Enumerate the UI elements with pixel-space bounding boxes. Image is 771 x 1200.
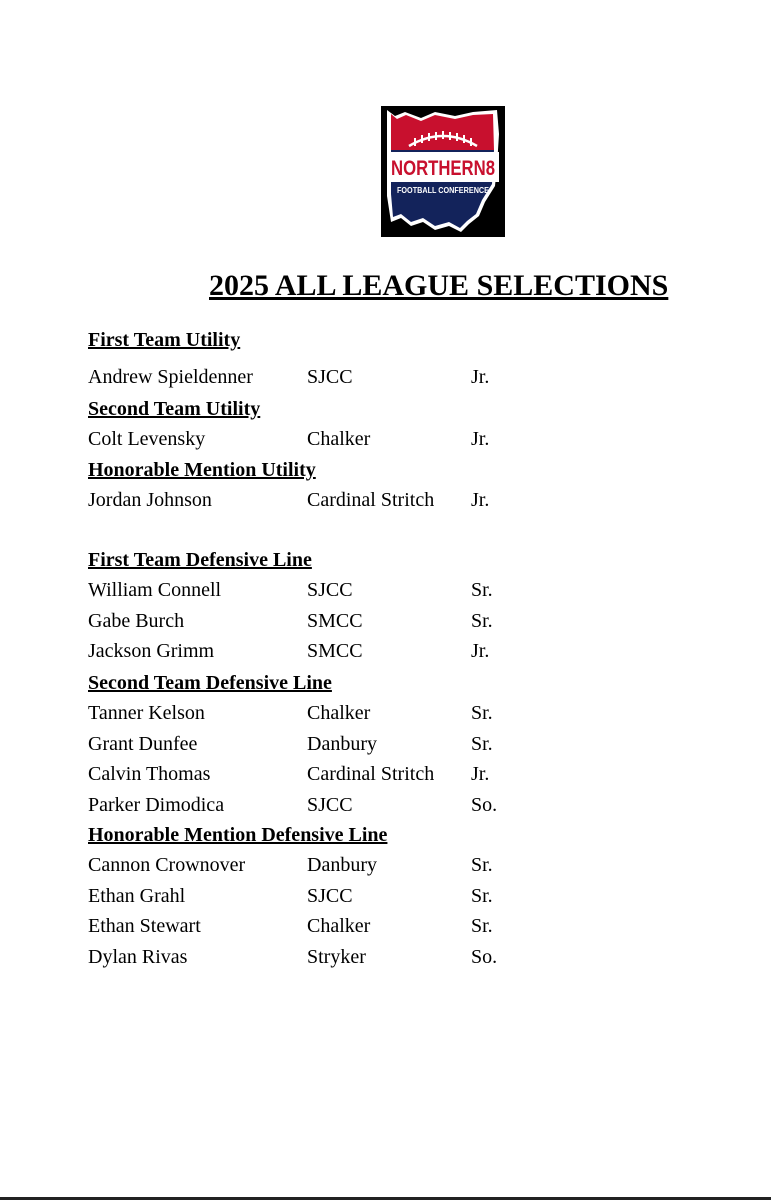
section-heading: First Team Utility bbox=[88, 329, 241, 351]
player-name: Tanner Kelson bbox=[88, 702, 205, 724]
player-row bbox=[0, 884, 771, 908]
player-row bbox=[0, 639, 771, 663]
player-school: SJCC bbox=[307, 579, 353, 601]
player-school: Stryker bbox=[307, 946, 366, 968]
player-year: So. bbox=[471, 946, 498, 968]
player-school: Danbury bbox=[307, 733, 377, 755]
player-year: Sr. bbox=[471, 733, 493, 755]
player-name: Jordan Johnson bbox=[88, 489, 212, 511]
player-row bbox=[0, 365, 771, 389]
player-school: Cardinal Stritch bbox=[307, 763, 435, 785]
player-row bbox=[0, 732, 771, 756]
player-name: Parker Dimodica bbox=[88, 794, 225, 816]
player-school: Cardinal Stritch bbox=[307, 489, 435, 511]
player-name: Ethan Grahl bbox=[88, 885, 186, 907]
player-row bbox=[0, 701, 771, 725]
player-year: Sr. bbox=[471, 610, 493, 632]
player-row bbox=[0, 945, 771, 969]
player-school: SMCC bbox=[307, 610, 363, 632]
player-name: Cannon Crownover bbox=[88, 854, 246, 876]
player-row bbox=[0, 609, 771, 633]
player-name: Andrew Spieldenner bbox=[88, 366, 253, 388]
player-school: Chalker bbox=[307, 428, 371, 450]
player-school: Chalker bbox=[307, 702, 371, 724]
player-row bbox=[0, 762, 771, 786]
player-year: Sr. bbox=[471, 579, 493, 601]
player-name: Gabe Burch bbox=[88, 610, 185, 632]
ohio-football-logo-icon bbox=[381, 106, 505, 237]
player-year: Sr. bbox=[471, 915, 493, 937]
player-row bbox=[0, 427, 771, 451]
player-year: Jr. bbox=[471, 489, 490, 511]
section-heading: Honorable Mention Utility bbox=[88, 459, 316, 481]
page-title: 2025 ALL LEAGUE SELECTIONS bbox=[209, 269, 669, 302]
player-row bbox=[0, 793, 771, 817]
player-row bbox=[0, 853, 771, 877]
player-name: Jackson Grimm bbox=[88, 640, 215, 662]
player-year: Jr. bbox=[471, 640, 490, 662]
player-year: Sr. bbox=[471, 885, 493, 907]
player-school: SJCC bbox=[307, 366, 353, 388]
player-row bbox=[0, 914, 771, 938]
conference-logo bbox=[381, 106, 505, 237]
player-name: Grant Dunfee bbox=[88, 733, 198, 755]
section-heading: Second Team Utility bbox=[88, 398, 261, 420]
player-name: William Connell bbox=[88, 579, 222, 601]
player-year: Jr. bbox=[471, 763, 490, 785]
player-row bbox=[0, 488, 771, 512]
logo-wordmark: NORTHERN8 bbox=[391, 157, 496, 180]
player-name: Ethan Stewart bbox=[88, 915, 201, 937]
section-heading: First Team Defensive Line bbox=[88, 549, 312, 571]
section-heading: Honorable Mention Defensive Line bbox=[88, 824, 388, 846]
player-name: Calvin Thomas bbox=[88, 763, 211, 785]
player-school: SJCC bbox=[307, 794, 353, 816]
player-name: Dylan Rivas bbox=[88, 946, 188, 968]
section-heading: Second Team Defensive Line bbox=[88, 672, 332, 694]
player-year: Jr. bbox=[471, 428, 490, 450]
player-year: So. bbox=[471, 794, 498, 816]
player-year: Sr. bbox=[471, 854, 493, 876]
player-name: Colt Levensky bbox=[88, 428, 206, 450]
player-school: SJCC bbox=[307, 885, 353, 907]
player-year: Sr. bbox=[471, 702, 493, 724]
logo-subtitle: FOOTBALL CONFERENCE bbox=[397, 186, 490, 195]
player-school: SMCC bbox=[307, 640, 363, 662]
player-school: Danbury bbox=[307, 854, 377, 876]
player-row bbox=[0, 578, 771, 602]
player-school: Chalker bbox=[307, 915, 371, 937]
player-year: Jr. bbox=[471, 366, 490, 388]
